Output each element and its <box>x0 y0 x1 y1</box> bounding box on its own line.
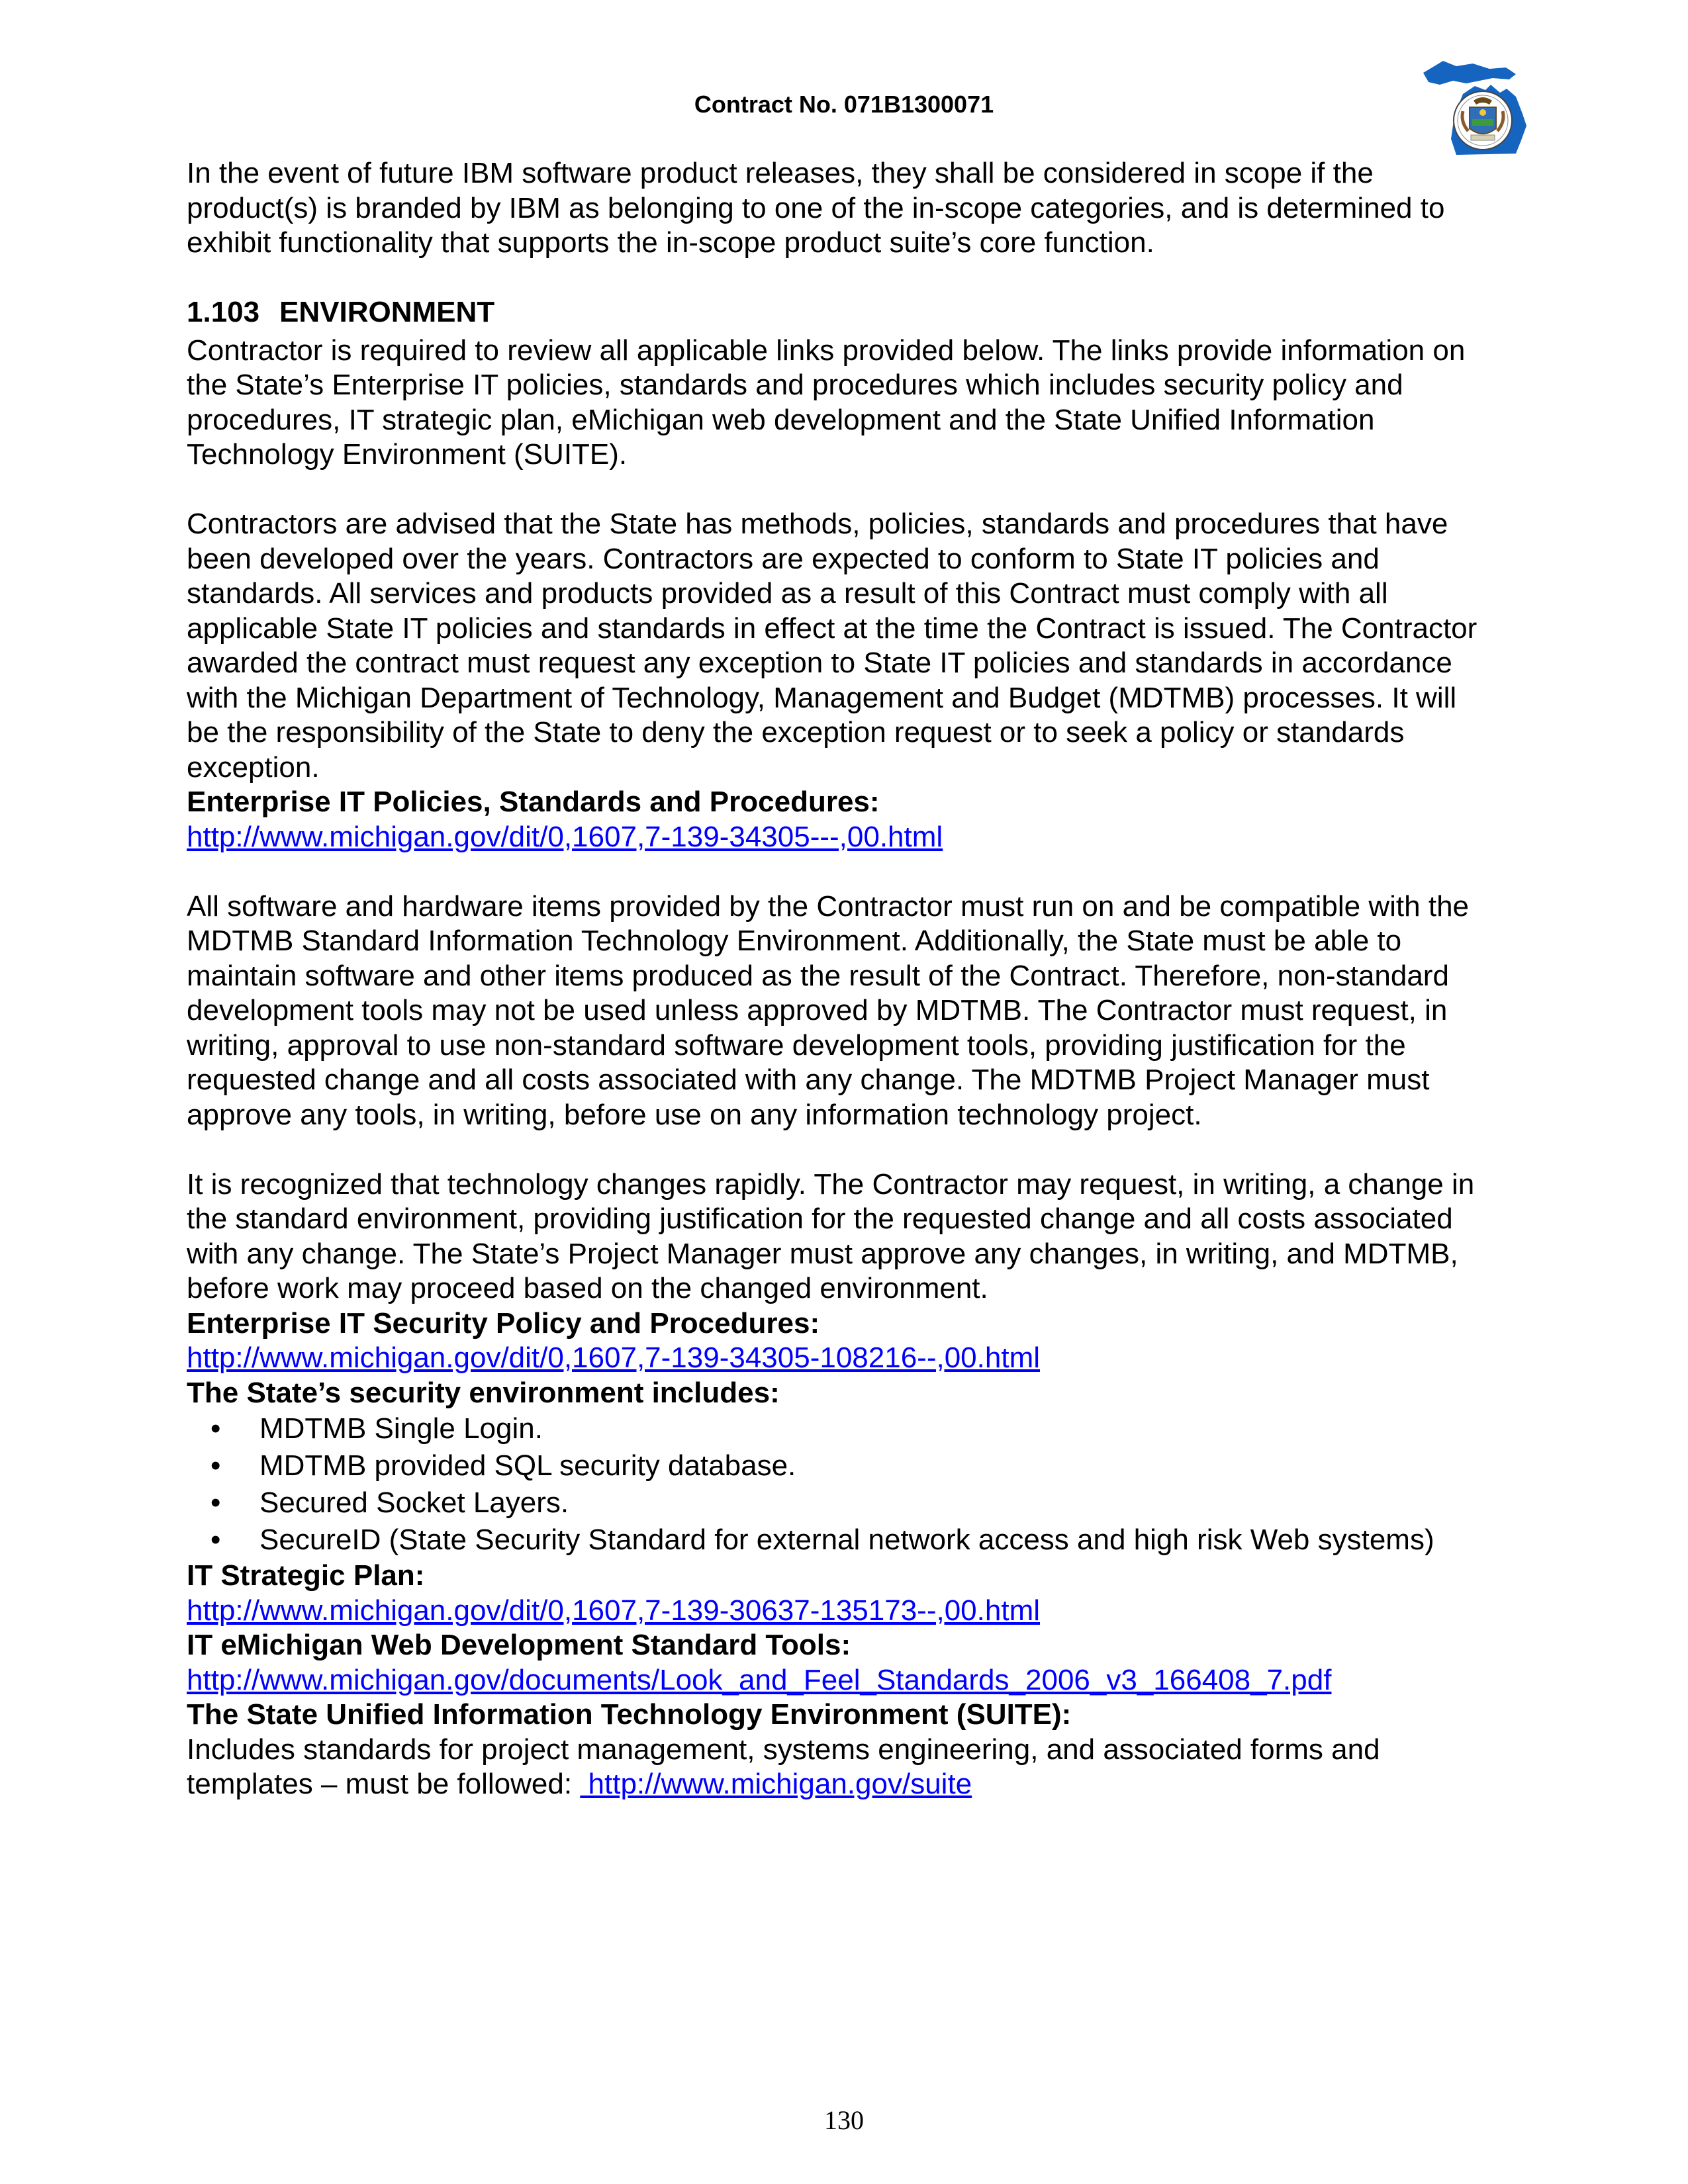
security-environment-heading: The State’s security environment includes: <box>187 1376 780 1409</box>
document-body <box>187 156 1550 1802</box>
list-item <box>187 1447 1550 1484</box>
list-item <box>187 1522 1550 1559</box>
bullet-icon: • <box>211 1412 221 1445</box>
list-item-text: SecureID (State Security Standard for external network access and high risk Web systems) <box>259 1524 1434 1556</box>
environment-paragraph-2: Contractors are advised that the State has methods, policies, standards and procedures that have been developed over the years. Contractors are expected to conform to State IT policies and standards. All services and products provided as a result of this Contract must comply with all applicable State IT policies and standards in effect at the time the Contract is issued. The Contractor awarded the contract must request any exception to State IT policies and standards in accordance with the Michigan Department of Technology, Management and Budget (MDTMB) processes. It will be the responsibility of the State to deny the exception request or to seek a policy or standards exception. <box>187 508 1477 784</box>
suite-link[interactable]: http://www.michigan.gov/suite <box>580 1768 972 1800</box>
technology-change-paragraph: It is recognized that technology changes rapidly. The Contractor may request, in writing, a change in the standard environment, providing justification for the requested change and all costs associated with any change. The State’s Project Manager must approve any changes, in writing, and MDTMB, before work may proceed based on the changed environment. <box>187 1167 1475 1304</box>
page-number: 130 <box>824 2105 864 2135</box>
strategic-plan-link[interactable]: http://www.michigan.gov/dit/0,1607,7-139-30637-135173--,00.html <box>187 1594 1040 1627</box>
security-policy-link[interactable]: http://www.michigan.gov/dit/0,1607,7-139-34305-108216--,00.html <box>187 1342 1040 1374</box>
list-item <box>187 1410 1550 1447</box>
suite-text-line-2 <box>187 1767 1550 1802</box>
bullet-icon: • <box>211 1449 221 1482</box>
enterprise-policies-link[interactable]: http://www.michigan.gov/dit/0,1607,7-139-34305---,00.html <box>187 820 943 853</box>
bullet-icon: • <box>211 1486 221 1519</box>
list-item-text: MDTMB Single Login. <box>259 1412 543 1445</box>
bullet-icon: • <box>211 1524 221 1556</box>
intro-paragraph: In the event of future IBM software product releases, they shall be considered in scope if the product(s) is branded by IBM as belonging to one of the in-scope categories, and is determined to exhibit functionality that supports the in-scope product suite’s core function. <box>187 157 1445 259</box>
list-item-text: Secured Socket Layers. <box>259 1486 569 1519</box>
security-policy-heading: Enterprise IT Security Policy and Procedures: <box>187 1306 820 1340</box>
list-item-text: MDTMB provided SQL security database. <box>259 1449 796 1482</box>
section-number: 1.103 <box>187 295 260 328</box>
michigan-state-seal-icon <box>1417 54 1536 160</box>
section-heading <box>187 291 1550 334</box>
suite-text-line-1: Includes standards for project management, systems engineering, and associated forms and <box>187 1733 1380 1766</box>
suite-text-prefix: templates – must be followed: <box>187 1768 581 1800</box>
security-environment-list <box>187 1410 1550 1559</box>
software-hardware-paragraph: All software and hardware items provided by the Contractor must run on and be compatible with the MDTMB Standard Information Technology Environment. Additionally, the State must be able to maintain software and other items produced as the result of the Contract. Therefore, non-standard development tools may not be used unless approved by MDTMB. The Contractor must request, in writing, approval to use non-standard software development tools, providing justification for the requested change and all costs associated with any change. The MDTMB Project Manager must approve any tools, in writing, before use on any information technology project. <box>187 889 1470 1131</box>
list-item <box>187 1484 1550 1522</box>
section-title: ENVIRONMENT <box>279 295 495 328</box>
enterprise-policies-heading: Enterprise IT Policies, Standards and Procedures: <box>187 786 880 818</box>
web-development-link[interactable]: http://www.michigan.gov/documents/Look_and_Feel_Standards_2006_v3_166408_7.pdf <box>187 1663 1332 1696</box>
environment-paragraph-1: Contractor is required to review all applicable links provided below. The links provide information on the State’s Enterprise IT policies, standards and procedures which includes security policy and procedures, IT strategic plan, eMichigan web development and the State Unified Information Technology Environment (SUITE). <box>187 334 1466 471</box>
strategic-plan-heading: IT Strategic Plan: <box>187 1559 425 1592</box>
suite-heading: The State Unified Information Technology Environment (SUITE): <box>187 1698 1072 1731</box>
contract-number-header: Contract No. 071B1300071 <box>694 91 994 118</box>
web-development-heading: IT eMichigan Web Development Standard Tools: <box>187 1629 851 1661</box>
